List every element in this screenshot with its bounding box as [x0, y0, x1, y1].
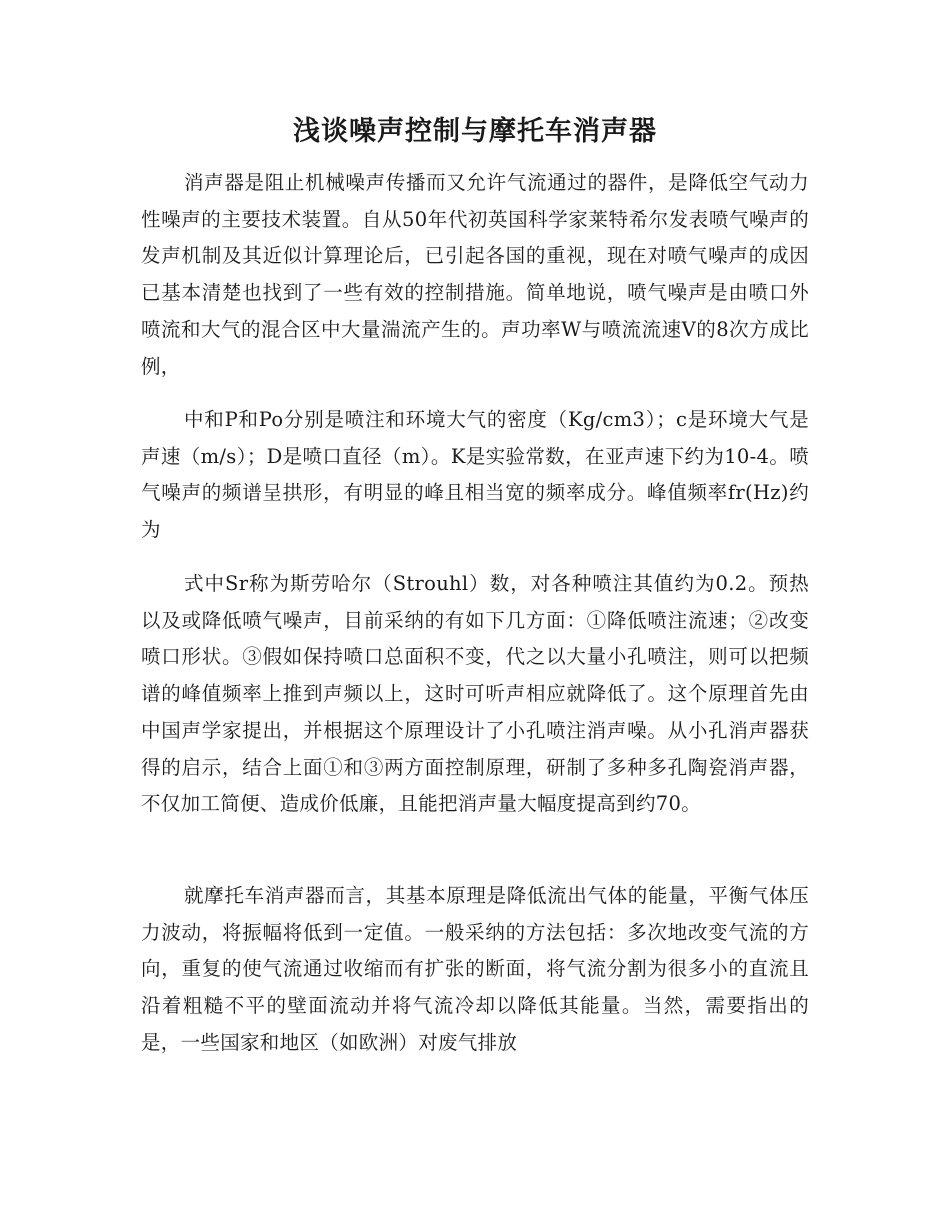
document-title: 浅谈噪声控制与摩托车消声器	[293, 116, 657, 147]
paragraph-intro: 消声器是阻止机械噪声传播而又允许气流通过的器件，是降低空气动力性噪声的主要技术装置。自从50年代初英国科学家莱特希尔发表喷气噪声的发声机制及其近似计算理论后，已引起各国的重视，现在对喷气噪声的成因已基本清楚也找到了一些有效的控制措施。简单地说，喷气噪声是由喷口外喷流和大气的混合区中大量湍流产生的。声功率W与喷流流速V的8次方成比例，	[141, 171, 809, 378]
paragraph-motorcycle-muffler: 就摩托车消声器而言，其基本原理是降低流出气体的能量，平衡气体压力波动，将振幅将低到一定值。一般采纳的方法包括：多次地改变气流的方向，重复的使气流通过收缩而有扩张的断面，将气流分割为很多小的直流且沿着粗糙不平的壁面流动并将气流冷却以降低其能量。当然，需要指出的是，一些国家和地区（如欧洲）对废气排放	[141, 884, 809, 1054]
paragraph-density-terms: 中和P和Po分别是喷注和环境大气的密度（Kg/cm3）；c是环境大气是声速（m/s）；D是喷口直径（m）。K是实验常数，在亚声速下约为10-4。喷气噪声的频谱呈拱形，有明显的峰且相当宽的频率成分。峰值频率fr(Hz)约为	[141, 408, 810, 542]
paragraph-strouhal: 式中Sr称为斯劳哈尔（Strouhl）数，对各种喷注其值约为0.2。预热以及或降低喷气噪声，目前采纳的有如下几方面：①降低喷注流速；②改变喷口形状。③假如保持喷口总面积不变，代之以大量小孔喷注，则可以把频谱的峰值频率上推到声频以上，这时可听声相应就降低了。这个原理首先由中国声学家提出，并根据这个原理设计了小孔喷注消声噪。从小孔消声器获得的启示，结合上面①和③两方面控制原理，研制了多种多孔陶瓷消声器，不仅加工简便、造成价低廉，且能把消声量大幅度提高到约70。	[141, 572, 809, 816]
